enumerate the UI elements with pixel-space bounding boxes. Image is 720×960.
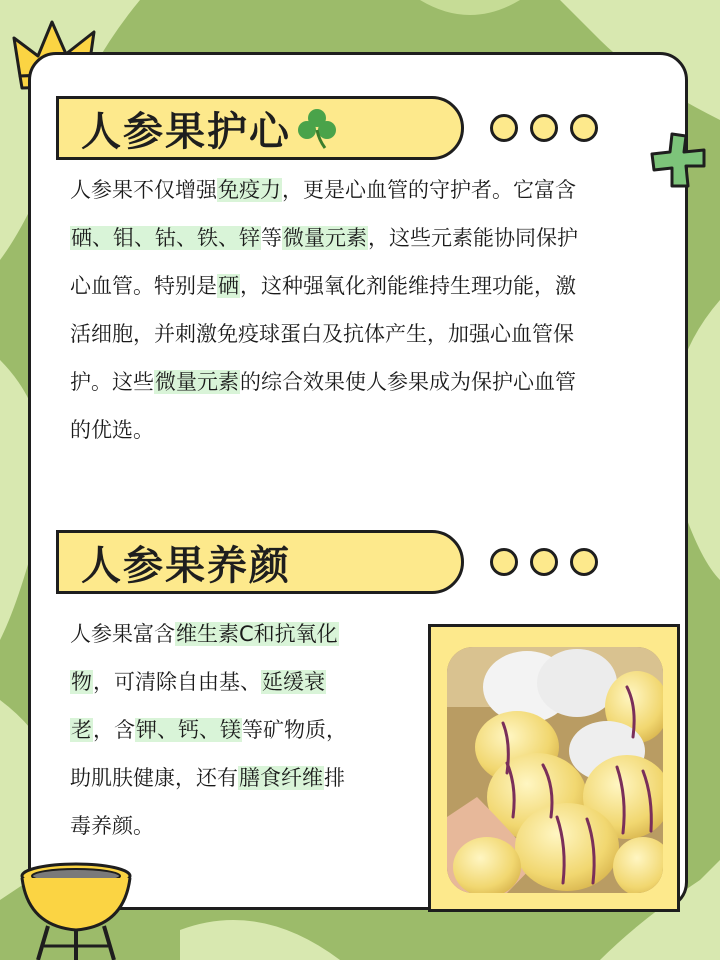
section-title-banner bbox=[56, 530, 464, 594]
text-segment: ，可清除自由基、 bbox=[93, 670, 261, 694]
paragraph-line bbox=[70, 610, 347, 658]
dot bbox=[570, 548, 598, 576]
paragraph-line bbox=[70, 754, 347, 802]
dot bbox=[490, 114, 518, 142]
highlighted-text: 硒 bbox=[218, 274, 239, 298]
section-title: 人参果养颜 bbox=[81, 541, 291, 589]
dot bbox=[530, 548, 558, 576]
paragraph-line bbox=[70, 166, 578, 214]
paragraph-line bbox=[70, 262, 578, 310]
text-segment: 等矿物质， bbox=[242, 718, 347, 742]
paragraph-line bbox=[70, 214, 578, 262]
text-segment: ，这些元素能协同保护 bbox=[368, 226, 578, 250]
dot bbox=[570, 114, 598, 142]
highlighted-text: 钾、钙、镁 bbox=[136, 718, 241, 742]
highlighted-text: 维生素C和抗氧化 bbox=[176, 622, 338, 646]
text-segment: 等 bbox=[261, 226, 282, 250]
text-segment: 人参果富含 bbox=[70, 622, 175, 646]
text-segment: ，含 bbox=[93, 718, 135, 742]
shamrock-icon bbox=[295, 106, 339, 150]
text-segment: 护。这些 bbox=[70, 370, 154, 394]
highlighted-text: 老 bbox=[71, 718, 92, 742]
section-title: 人参果护心 bbox=[81, 107, 291, 155]
text-segment: 心血管。特别是 bbox=[70, 274, 217, 298]
section-title-banner bbox=[56, 96, 464, 160]
highlighted-text: 硒、钼、钴、铁、锌 bbox=[71, 226, 260, 250]
highlighted-text: 膳食纤维 bbox=[239, 766, 323, 790]
decorative-dots bbox=[490, 114, 598, 142]
paragraph-line bbox=[70, 802, 347, 850]
text-segment: 毒养颜。 bbox=[70, 814, 154, 838]
text-segment: ，更是心血管的守护者。它富含 bbox=[282, 178, 576, 202]
section-paragraph bbox=[70, 610, 347, 850]
grill-icon bbox=[18, 860, 138, 960]
highlighted-text: 延缓衰 bbox=[262, 670, 325, 694]
pepino-fruit-photo bbox=[447, 647, 663, 893]
dot bbox=[490, 548, 518, 576]
text-segment: 排 bbox=[324, 766, 345, 790]
dot bbox=[530, 114, 558, 142]
highlighted-text: 物 bbox=[71, 670, 92, 694]
text-segment: ，这种强氧化剂能维持生理功能，激 bbox=[240, 274, 576, 298]
highlighted-text: 微量元素 bbox=[283, 226, 367, 250]
photo-frame bbox=[428, 624, 680, 912]
text-segment: 的优选。 bbox=[70, 418, 154, 442]
paragraph-line bbox=[70, 358, 578, 406]
cross-star-icon bbox=[648, 130, 710, 192]
paragraph-line bbox=[70, 406, 578, 454]
highlighted-text: 微量元素 bbox=[155, 370, 239, 394]
decorative-dots bbox=[490, 548, 598, 576]
paragraph-line bbox=[70, 310, 578, 358]
highlighted-text: 免疫力 bbox=[218, 178, 281, 202]
paragraph-line bbox=[70, 706, 347, 754]
section-paragraph bbox=[70, 166, 578, 454]
text-segment: 活细胞，并刺激免疫球蛋白及抗体产生，加强心血管保 bbox=[70, 322, 574, 346]
text-segment: 人参果不仅增强 bbox=[70, 178, 217, 202]
paragraph-line bbox=[70, 658, 347, 706]
text-segment: 的综合效果使人参果成为保护心血管 bbox=[240, 370, 576, 394]
text-segment: 助肌肤健康，还有 bbox=[70, 766, 238, 790]
